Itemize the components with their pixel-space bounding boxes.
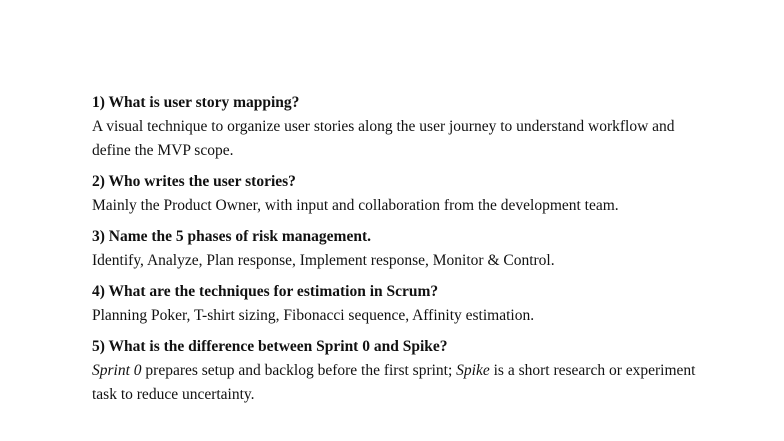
answer-5: [92, 359, 702, 407]
qa-item-4: [92, 282, 702, 328]
question-3: 3) Name the 5 phases of risk management.: [92, 228, 371, 245]
qa-item-1: [92, 93, 702, 163]
question-1: 1) What is user story mapping?: [92, 94, 300, 111]
qa-item-5: [92, 337, 702, 407]
qa-item-2: [92, 172, 702, 218]
question-4: 4) What are the techniques for estimation in Scrum?: [92, 283, 439, 300]
answer-5-term-sprint0: Sprint 0: [92, 362, 142, 379]
answer-2: Mainly the Product Owner, with input and collaboration from the development team.: [92, 197, 619, 214]
answer-5-term-spike: Spike: [456, 362, 490, 379]
answer-1: A visual technique to organize user stories along the user journey to understand workflow and define the MVP scope.: [92, 118, 675, 159]
answer-5-text-2: is a short research or experiment task to reduce uncertainty.: [92, 362, 696, 403]
answer-4: Planning Poker, T-shirt sizing, Fibonacci sequence, Affinity estimation.: [92, 307, 535, 324]
qa-item-3: [92, 227, 702, 273]
answer-3: Identify, Analyze, Plan response, Implement response, Monitor & Control.: [92, 252, 555, 269]
question-5: 5) What is the difference between Sprint 0 and Spike?: [92, 338, 448, 355]
qa-list: [92, 93, 702, 416]
question-2: 2) Who writes the user stories?: [92, 173, 296, 190]
answer-5-text-1: prepares setup and backlog before the first sprint;: [141, 362, 457, 379]
